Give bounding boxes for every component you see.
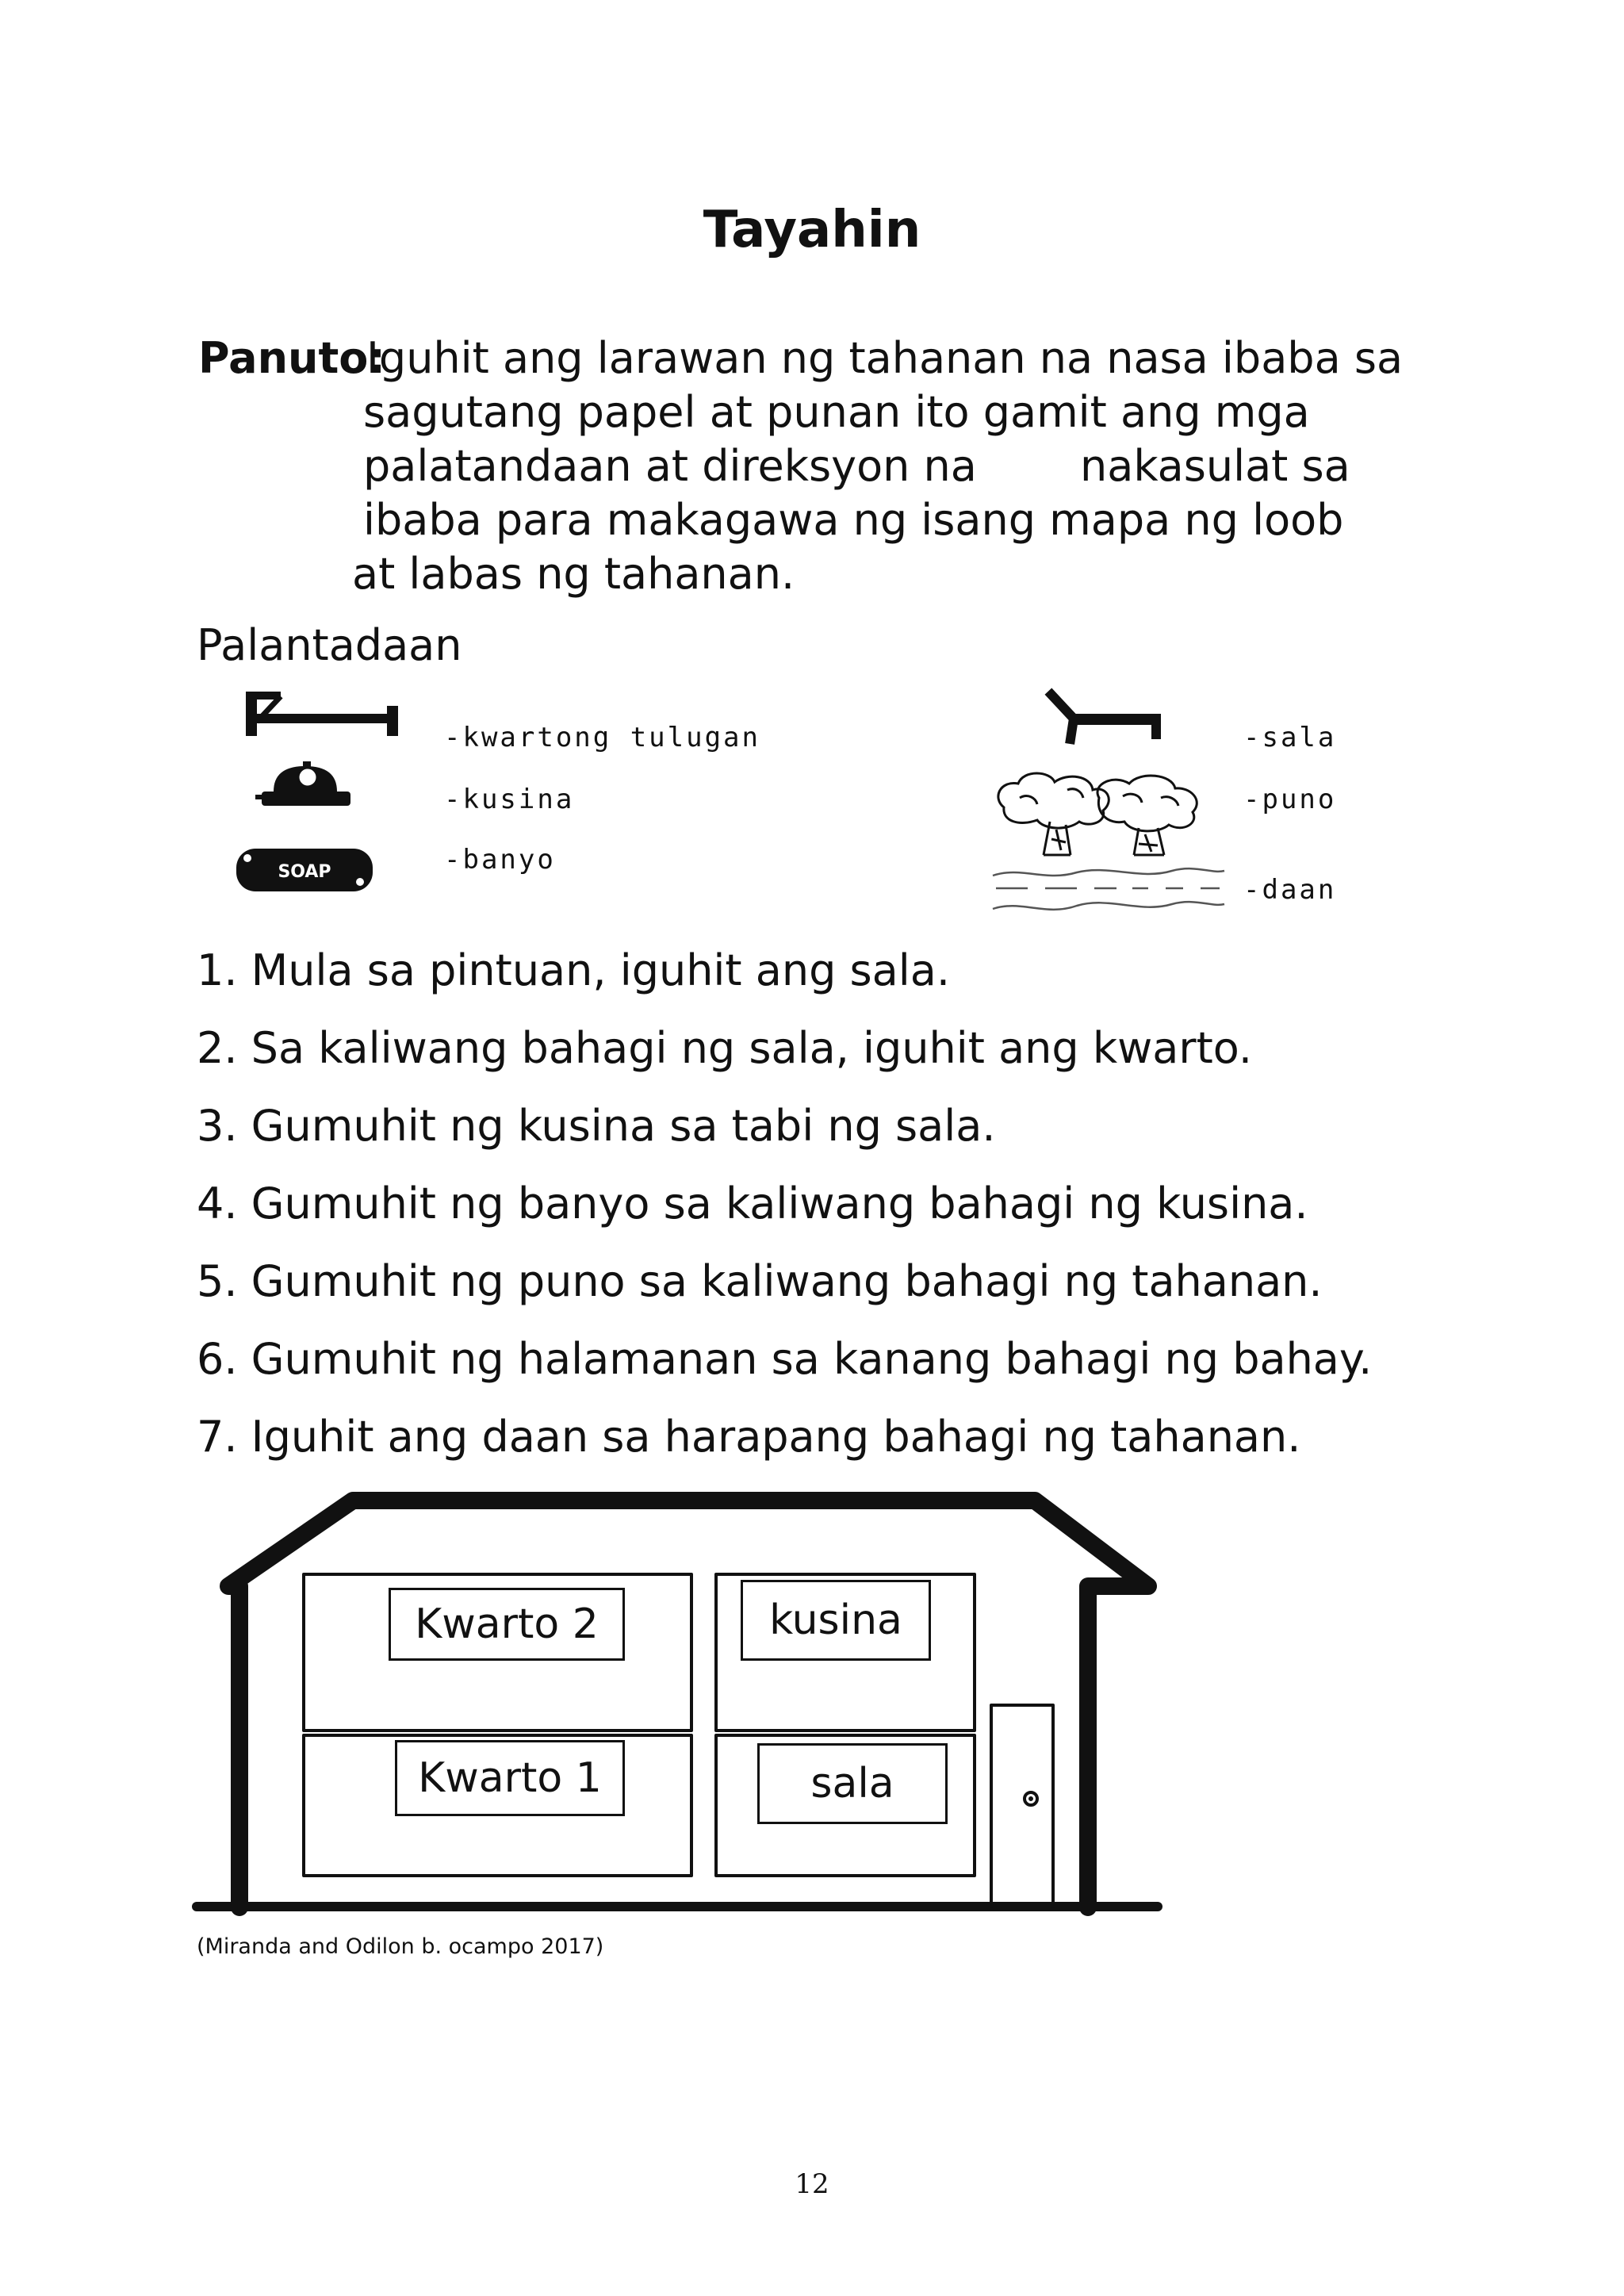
- panuto-label: Panuto:: [198, 333, 385, 383]
- instruction-5: 5. Gumuhit ng puno sa kaliwang bahagi ng tahanan.: [197, 1256, 1323, 1306]
- panuto-line-3b: nakasulat sa: [1080, 441, 1350, 491]
- legend-heading: Palantadaan: [197, 620, 462, 670]
- citation: (Miranda and Odilon b. ocampo 2017): [197, 1934, 604, 1959]
- legend-label-stove: -kusina: [444, 784, 575, 815]
- panuto-line-1: Iguhit ang larawan ng tahanan na nasa ibaba sa: [366, 333, 1404, 383]
- room-label-kwarto-2: Kwarto 2: [389, 1588, 625, 1661]
- instruction-6: 6. Gumuhit ng halamanan sa kanang bahagi ng bahay.: [197, 1334, 1373, 1384]
- legend-label-road: -daan: [1243, 874, 1337, 906]
- page-title: Tayahin: [703, 201, 921, 259]
- legend-label-sofa: -sala: [1243, 722, 1337, 753]
- soap-text: SOAP: [278, 862, 331, 882]
- instruction-2: 2. Sa kaliwang bahagi ng sala, iguhit ang kwarto.: [197, 1023, 1252, 1073]
- legend-label-soap: -banyo: [444, 844, 556, 876]
- panuto-line-3a: palatandaan at direksyon na: [363, 441, 977, 491]
- legend-label-tree: -puno: [1243, 784, 1337, 815]
- room-label-kwarto-1: Kwarto 1: [395, 1740, 625, 1816]
- instruction-3: 3. Gumuhit ng kusina sa tabi ng sala.: [197, 1101, 996, 1151]
- room-label-kusina: kusina: [741, 1580, 931, 1661]
- panuto-line-4: ibaba para makagawa ng isang mapa ng loob: [363, 495, 1344, 545]
- panuto-line-2: sagutang papel at punan ito gamit ang mga: [363, 387, 1310, 437]
- room-label-sala: sala: [757, 1743, 948, 1824]
- panuto-line-5: at labas ng tahanan.: [352, 549, 795, 599]
- instruction-1: 1. Mula sa pintuan, iguhit ang sala.: [197, 945, 951, 995]
- instruction-4: 4. Gumuhit ng banyo sa kaliwang bahagi ng kusina.: [197, 1179, 1308, 1228]
- page-number: 12: [795, 2168, 829, 2200]
- legend-label-bed: -kwartong tulugan: [444, 722, 760, 753]
- instruction-7: 7. Iguhit ang daan sa harapang bahagi ng tahanan.: [197, 1412, 1301, 1462]
